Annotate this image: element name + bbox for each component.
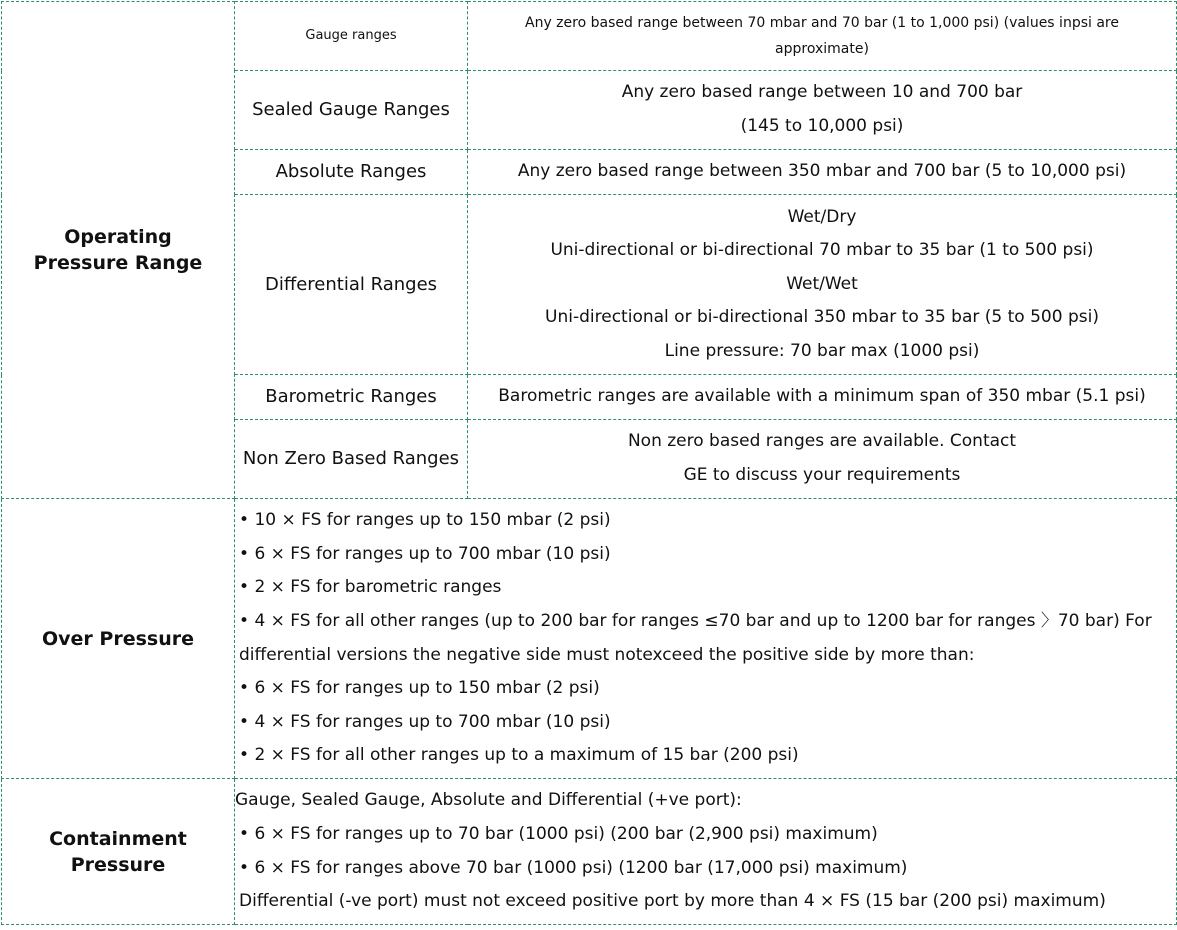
list-item: • 6 × FS for ranges up to 70 bar (1000 psi) (200 bar (2,900 psi) maximum) (235, 818, 1176, 852)
list-item: • 2 × FS for all other ranges up to a maximum of 15 bar (200 psi) (235, 739, 1176, 773)
list-item: • 4 × FS for all other ranges (up to 200 bar for ranges ≤70 bar and up to 1200 bar for ranges 〉70 bar) For differential versions the negative side must notexceed the positive side by more than: (235, 605, 1176, 672)
gauge-ranges-value: Any zero based range between 70 mbar and 70 bar (1 to 1,000 psi) (values inpsi are approximate) (468, 2, 1177, 71)
list-item: • 6 × FS for ranges up to 150 mbar (2 psi) (235, 672, 1176, 706)
table-row (2, 779, 1177, 925)
list-item: • 6 × FS for ranges above 70 bar (1000 psi) (1200 bar (17,000 psi) maximum) (235, 852, 1176, 886)
list-item: • 10 × FS for ranges up to 150 mbar (2 psi) (235, 504, 1176, 538)
containment-pressure-heading: Containment Pressure (2, 779, 235, 925)
containment-outro: Differential (-ve port) must not exceed positive port by more than 4 × FS (15 bar (200 psi) maximum) (239, 891, 1106, 912)
table-row (2, 2, 1177, 71)
barometric-ranges-value: Barometric ranges are available with a minimum span of 350 mbar (5.1 psi) (468, 375, 1177, 420)
absolute-ranges-value: Any zero based range between 350 mbar and 700 bar (5 to 10,000 psi) (468, 150, 1177, 195)
differential-ranges-label: Differential Ranges (235, 195, 468, 375)
over-pressure-heading: Over Pressure (2, 499, 235, 779)
absolute-ranges-label: Absolute Ranges (235, 150, 468, 195)
operating-pressure-range-heading: Operating Pressure Range (2, 2, 235, 499)
non-zero-based-ranges-label: Non Zero Based Ranges (235, 420, 468, 499)
sealed-gauge-ranges-value: Any zero based range between 10 and 700 bar (145 to 10,000 psi) (468, 71, 1177, 150)
list-item: • 6 × FS for ranges up to 700 mbar (10 psi) (235, 538, 1176, 572)
containment-intro: Gauge, Sealed Gauge, Absolute and Differential (+ve port): (235, 790, 742, 811)
containment-pressure-list (235, 779, 1177, 925)
sealed-gauge-ranges-label: Sealed Gauge Ranges (235, 71, 468, 150)
over-pressure-list (235, 499, 1177, 779)
barometric-ranges-label: Barometric Ranges (235, 375, 468, 420)
list-item: • 4 × FS for ranges up to 700 mbar (10 psi) (235, 706, 1176, 740)
gauge-ranges-label: Gauge ranges (235, 2, 468, 71)
list-item: • 2 × FS for barometric ranges (235, 571, 1176, 605)
differential-ranges-value: Wet/Dry Uni-directional or bi-directional 70 mbar to 35 bar (1 to 500 psi) Wet/Wet Uni-directional or bi-directional 350 mbar to 35 bar (5 to 500 psi) Line pressure: 70 bar max (1000 psi) (468, 195, 1177, 375)
specification-table (1, 1, 1177, 925)
non-zero-based-ranges-value: Non zero based ranges are available. Contact GE to discuss your requirements (468, 420, 1177, 499)
table-row (2, 499, 1177, 779)
